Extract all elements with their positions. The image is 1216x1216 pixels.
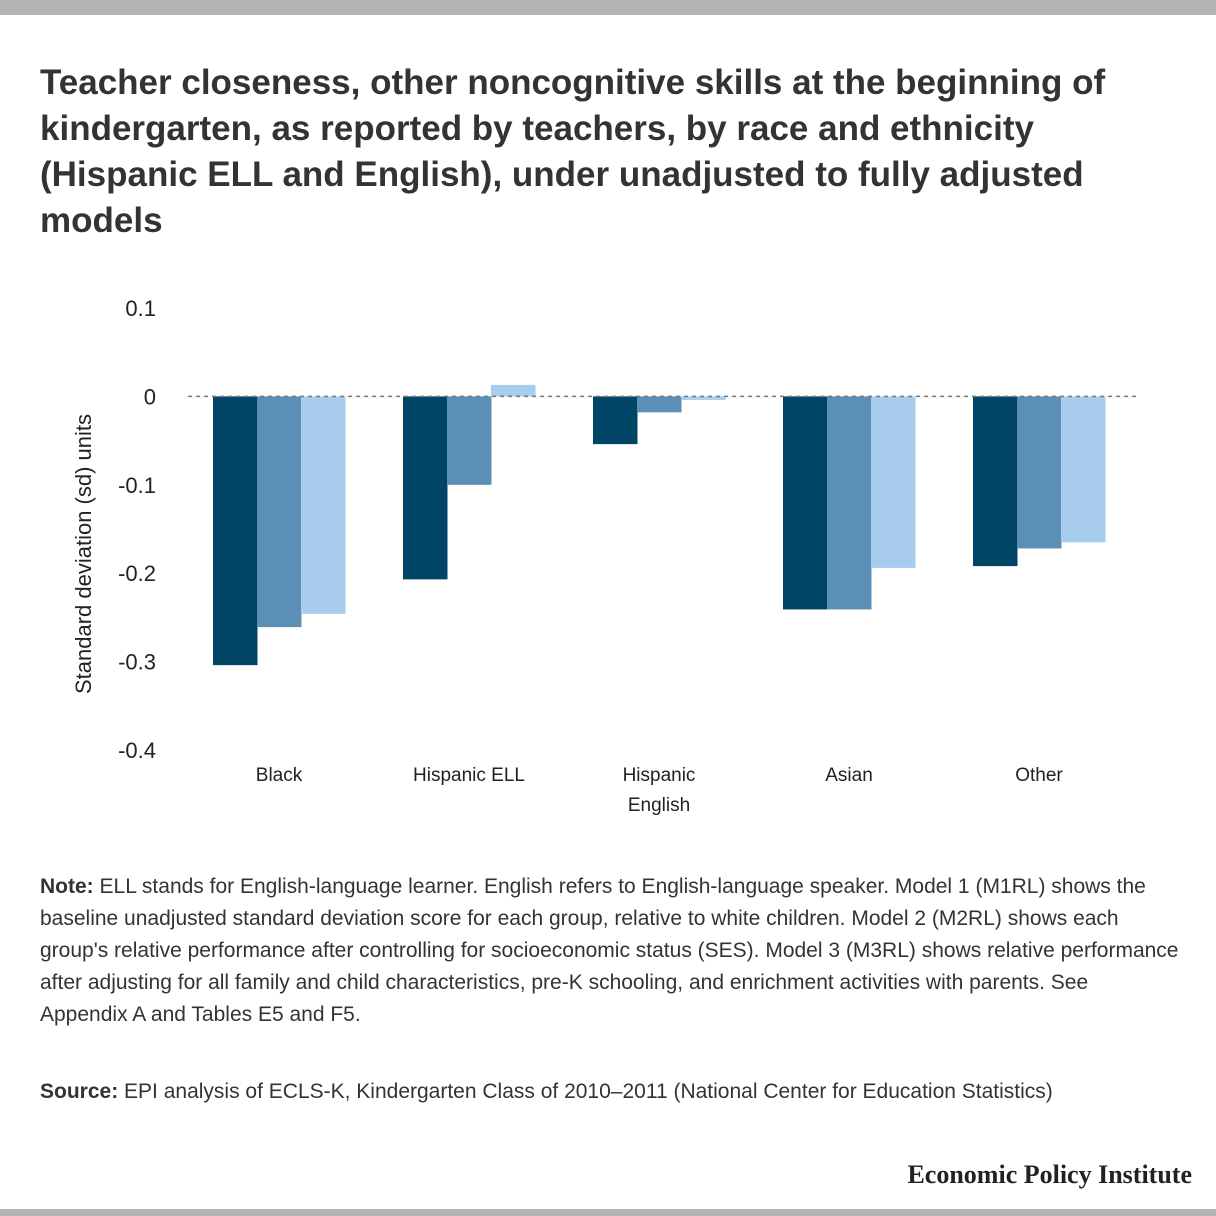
bottom-band bbox=[0, 1209, 1216, 1216]
top-band bbox=[0, 0, 1216, 15]
chart-source bbox=[40, 1076, 1180, 1108]
y-tick-label: -0.4 bbox=[118, 738, 156, 763]
bar bbox=[783, 396, 828, 609]
bar bbox=[447, 396, 492, 484]
x-category-label: Asian bbox=[825, 765, 873, 786]
note-label: Note: bbox=[40, 875, 94, 898]
x-category-label: Hispanic bbox=[622, 765, 696, 786]
bar bbox=[827, 396, 872, 609]
note-text: ELL stands for English-language learner. English refers to English-language speaker. Model 1 (M1RL) shows the baseline unadjusted standard deviation score for each group, relative to white children. Model 2 (M2RL) shows each group's relative performance after controlling for socioeconomic status (SES). Model 3 (M3RL) shows relative performance after adjusting for all family and child characteristics, pre-K schooling, and enrichment activities with parents. See Appendix A and Tables E5 and F5. bbox=[40, 875, 1179, 1026]
bar bbox=[257, 396, 302, 627]
x-category-label: Black bbox=[255, 765, 303, 786]
bar bbox=[1061, 396, 1106, 542]
bar bbox=[871, 396, 916, 567]
x-category-label: Other bbox=[1015, 765, 1063, 786]
bar bbox=[301, 396, 346, 613]
bar bbox=[491, 385, 536, 396]
source-text: EPI analysis of ECLS-K, Kindergarten Class of 2010–2011 (National Center for Education Statistics) bbox=[124, 1080, 1053, 1103]
y-tick-label: -0.2 bbox=[118, 561, 156, 587]
source-label: Source: bbox=[40, 1080, 119, 1103]
y-tick-label: -0.1 bbox=[118, 472, 156, 498]
bar bbox=[593, 396, 638, 444]
y-tick-label: 0 bbox=[143, 384, 156, 410]
y-axis-title: Standard deviation (sd) units bbox=[71, 413, 96, 695]
bar-chart bbox=[0, 280, 1216, 840]
chart-note bbox=[40, 871, 1180, 1031]
bar bbox=[403, 396, 448, 579]
x-category-label: English bbox=[627, 795, 691, 816]
bar bbox=[1017, 396, 1062, 548]
x-category-label: Hispanic ELL bbox=[413, 765, 525, 786]
bar bbox=[637, 396, 682, 412]
bar bbox=[973, 396, 1018, 566]
y-tick-label: -0.3 bbox=[118, 649, 156, 675]
epi-logo: Economic Policy Institute bbox=[907, 1160, 1192, 1189]
chart-title: Teacher closeness, other noncognitive skills at the beginning of kindergarten, as reported by teachers, by race and ethnicity (Hispanic ELL and English), under unadjusted to fully adjusted models bbox=[40, 63, 1106, 240]
bar bbox=[213, 396, 258, 665]
y-tick-label: 0.1 bbox=[125, 296, 156, 321]
